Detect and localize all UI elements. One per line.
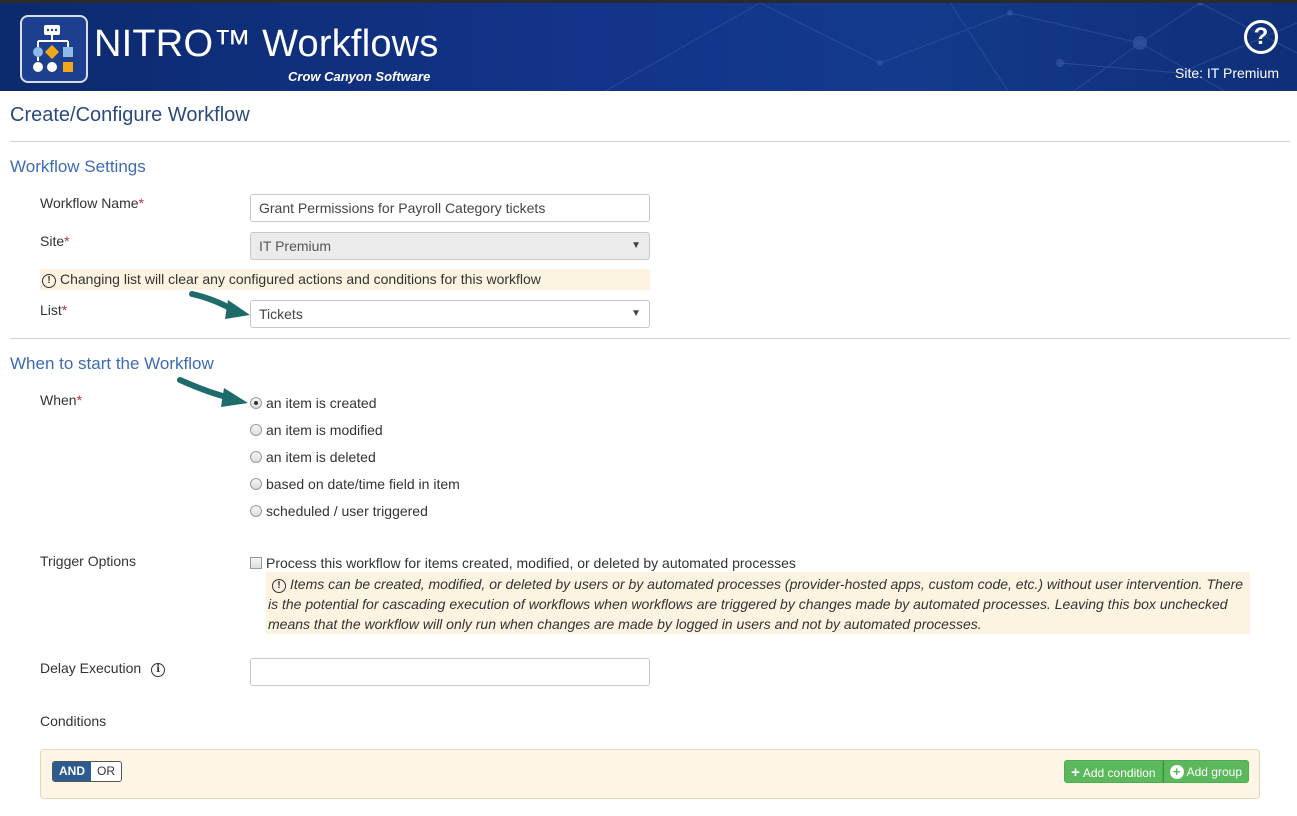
radio-button[interactable] <box>250 424 262 436</box>
delay-execution-input[interactable] <box>250 658 650 686</box>
conditions-label: Conditions <box>40 713 107 729</box>
list-change-warning: ! Changing list will clear any configured actions and conditions for this workflow <box>40 269 650 290</box>
annotation-arrow-icon <box>188 288 254 324</box>
info-icon[interactable]: i <box>151 663 165 677</box>
list-select[interactable] <box>250 300 650 328</box>
site-select[interactable] <box>250 232 650 260</box>
or-toggle-button[interactable]: OR <box>91 762 121 781</box>
radio-date-time[interactable]: based on date/time field in item <box>250 476 460 492</box>
add-condition-button[interactable]: + Add condition <box>1064 760 1163 783</box>
page-title: Create/Configure Workflow <box>10 104 250 126</box>
caret-down-icon: ▼ <box>631 240 641 251</box>
plus-icon: + <box>1071 764 1080 781</box>
list-select-value: Tickets <box>259 306 303 322</box>
required-marker: * <box>138 195 144 211</box>
app-title: NITRO™ Workflows <box>94 23 439 65</box>
radio-scheduled[interactable]: scheduled / user triggered <box>250 503 428 519</box>
nitro-logo-icon <box>20 15 88 83</box>
header-bar <box>0 0 1297 91</box>
site-select-value: IT Premium <box>259 238 332 254</box>
divider <box>10 141 1290 142</box>
required-marker: * <box>64 233 70 249</box>
conditions-builder <box>40 749 1260 799</box>
condition-actions <box>1064 760 1249 783</box>
required-marker: * <box>61 302 68 318</box>
site-label: Site* <box>40 233 70 249</box>
radio-item-deleted[interactable]: an item is deleted <box>250 449 376 465</box>
add-group-button[interactable]: + Add group <box>1163 760 1249 783</box>
workflow-name-label: Workflow Name* <box>40 195 144 211</box>
section-title-settings: Workflow Settings <box>10 157 146 176</box>
section-title-start: When to start the Workflow <box>10 354 214 373</box>
and-or-toggle <box>52 761 122 782</box>
trigger-note: ! Items can be created, modified, or deleted by users or by automated processes (provider-hosted apps, custom code, etc.) without user intervention. There is the potential for cascading execution of workflows when workflows are triggered by changes made by automated processes. Leaving this box unchecked means that the workflow will only run when changes are made by logged in users and not by automated processes. <box>266 572 1250 634</box>
plus-circle-icon: + <box>1170 765 1184 779</box>
radio-button[interactable] <box>250 478 262 490</box>
automated-processes-checkbox[interactable]: Process this workflow for items created, modified, or deleted by automated processes <box>250 555 796 571</box>
radio-item-modified[interactable]: an item is modified <box>250 422 383 438</box>
vendor-name: Crow Canyon Software <box>288 69 431 84</box>
workflow-name-value: Grant Permissions for Payroll Category tickets <box>259 200 546 216</box>
list-label: List* <box>40 302 68 318</box>
radio-button[interactable] <box>250 397 262 409</box>
radio-button[interactable] <box>250 451 262 463</box>
divider <box>10 338 1290 339</box>
and-toggle-button[interactable]: AND <box>53 762 91 781</box>
required-marker: * <box>76 392 83 408</box>
help-icon[interactable]: ? <box>1244 20 1278 54</box>
trigger-options-label: Trigger Options <box>40 553 136 569</box>
workflow-name-input[interactable] <box>250 194 650 222</box>
caret-down-icon: ▼ <box>631 308 641 319</box>
site-indicator: Site: IT Premium <box>1175 65 1279 81</box>
exclamation-icon: ! <box>272 579 286 593</box>
vendor-logo <box>288 69 430 84</box>
radio-button[interactable] <box>250 505 262 517</box>
when-label: When* <box>40 392 83 408</box>
exclamation-icon: ! <box>42 274 56 288</box>
delay-execution-label: Delay Execution i <box>40 660 165 677</box>
radio-item-created[interactable]: an item is created <box>250 395 377 411</box>
annotation-arrow-icon <box>176 376 254 410</box>
checkbox[interactable] <box>250 557 262 569</box>
